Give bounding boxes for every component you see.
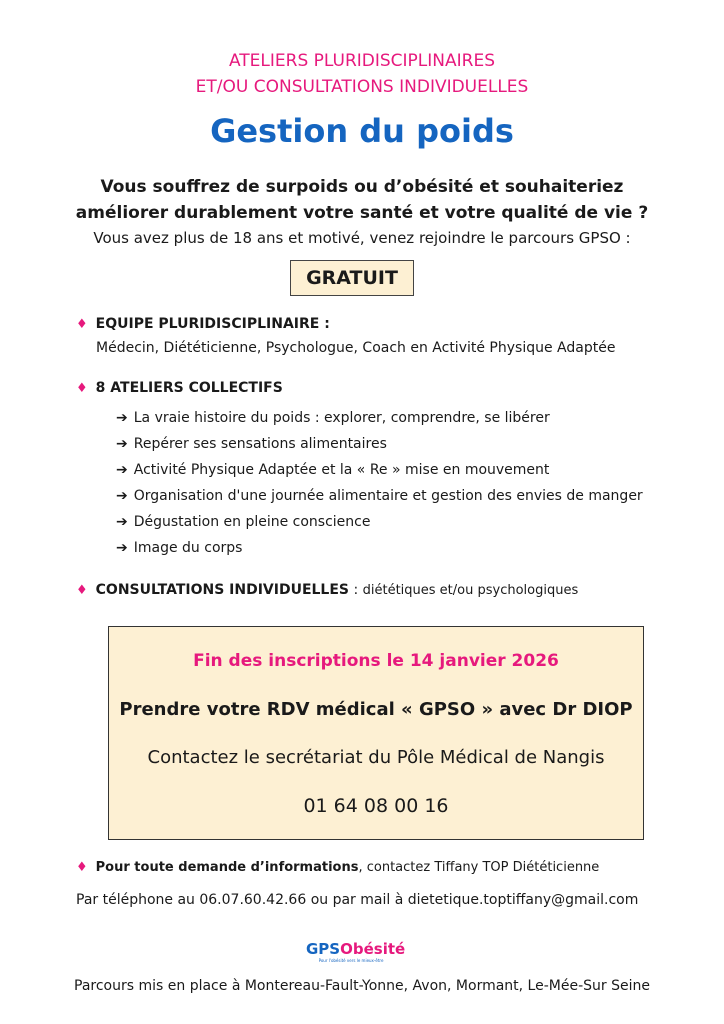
arrow-icon: ➔ <box>116 436 128 452</box>
registration-box <box>108 626 644 840</box>
info-contact: Par téléphone au 06.07.60.42.66 ou par mail à dietetique.toptiffany@gmail.com <box>76 892 639 908</box>
logo-tagline: Pour l'obésité vers le mieux-être <box>318 958 384 963</box>
consultations-sep: : <box>349 582 363 598</box>
contact-text: Contactez le secrétariat du Pôle Médical de Nangis <box>147 747 605 768</box>
team-heading: EQUIPE PLURIDISCIPLINAIRE : <box>95 316 330 332</box>
list-item: ➔ La vraie histoire du poids : explorer, comprendre, se libérer <box>116 410 550 426</box>
section-workshops <box>76 380 283 396</box>
logo-gps: GPS <box>306 940 341 958</box>
intro-text: Vous avez plus de 18 ans et motivé, venez rejoindre le parcours GPSO : <box>93 229 631 247</box>
question <box>0 174 724 226</box>
question-line-2: améliorer durablement votre santé et votre qualité de vie ? <box>75 203 649 223</box>
header-subtitle <box>0 48 724 100</box>
question-line-1: Vous souffrez de surpoids ou d’obésité et souhaiteriez <box>100 177 624 197</box>
rdv-text: Prendre votre RDV médical « GPSO » avec Dr DIOP <box>119 699 633 720</box>
arrow-icon: ➔ <box>116 410 128 426</box>
page-title: Gestion du poids <box>210 112 514 150</box>
header-line-2: ET/OU CONSULTATIONS INDIVIDUELLES <box>195 77 529 97</box>
footer-text: Parcours mis en place à Montereau-Fault-Yonne, Avon, Mormant, Le-Mée-Sur Seine <box>74 978 650 994</box>
list-item: ➔ Dégustation en pleine conscience <box>116 514 371 530</box>
info-line <box>76 860 599 875</box>
diamond-bullet-icon: ♦ <box>76 317 88 332</box>
diamond-bullet-icon: ♦ <box>76 860 88 875</box>
list-item: ➔ Image du corps <box>116 540 243 556</box>
section-team <box>76 316 330 332</box>
list-item: ➔ Repérer ses sensations alimentaires <box>116 436 387 452</box>
gpso-logo <box>306 940 406 970</box>
free-badge: GRATUIT <box>290 260 414 296</box>
info-bold: Pour toute demande d’informations <box>95 860 359 875</box>
team-members: Médecin, Diététicienne, Psychologue, Coach en Activité Physique Adaptée <box>96 340 616 356</box>
list-item: ➔ Organisation d'une journée alimentaire et gestion des envies de manger <box>116 488 643 504</box>
arrow-icon: ➔ <box>116 462 128 478</box>
logo-word: Obésité <box>340 940 406 958</box>
list-item: ➔ Activité Physique Adaptée et la « Re » mise en mouvement <box>116 462 550 478</box>
diamond-bullet-icon: ♦ <box>76 381 88 396</box>
section-consultations <box>76 582 578 598</box>
header-line-1: ATELIERS PLURIDISCIPLINAIRES <box>228 51 496 71</box>
deadline-text: Fin des inscriptions le 14 janvier 2026 <box>193 651 559 671</box>
consultations-detail: diététiques et/ou psychologiques <box>362 583 579 598</box>
arrow-icon: ➔ <box>116 488 128 504</box>
diamond-bullet-icon: ♦ <box>76 583 88 598</box>
workshops-heading: 8 ATELIERS COLLECTIFS <box>95 380 283 396</box>
arrow-icon: ➔ <box>116 540 128 556</box>
arrow-icon: ➔ <box>116 514 128 530</box>
phone-number: 01 64 08 00 16 <box>303 795 449 817</box>
info-rest: , contactez Tiffany TOP Diététicienne <box>358 860 600 875</box>
consultations-heading: CONSULTATIONS INDIVIDUELLES <box>95 582 349 598</box>
